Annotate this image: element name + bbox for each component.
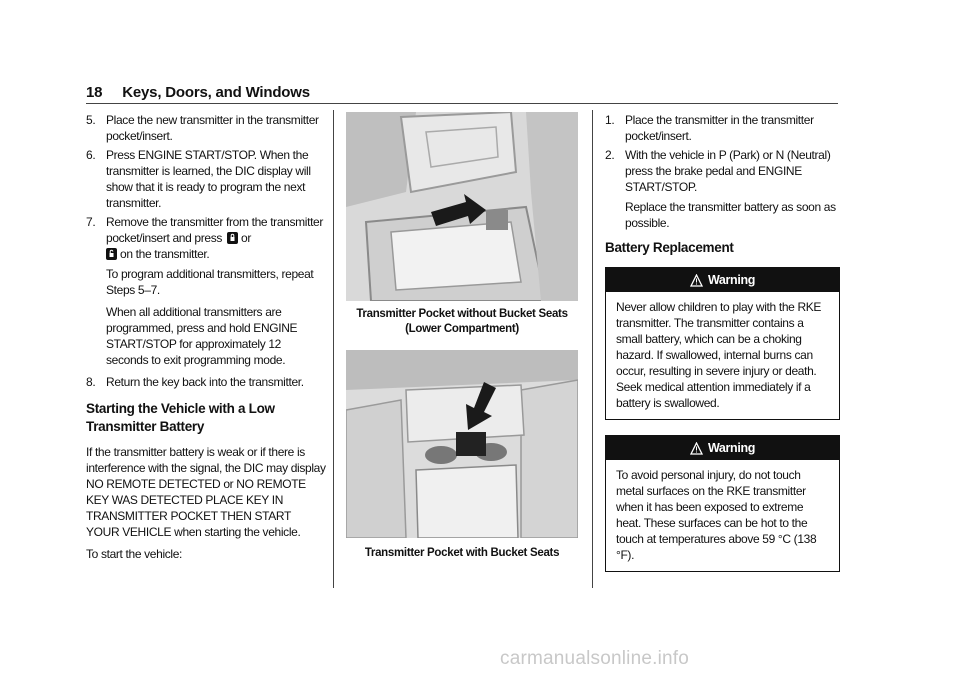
step-item: 5. Place the new transmitter in the transmitter pocket/insert. [86,113,319,143]
left-column [86,112,326,568]
step-item: 2. With the vehicle in P (Park) or N (Neutral) press the brake pedal and ENGINE START/STOP. Replace the transmitter battery as soon as possible. [605,147,840,231]
step-item: 7. Remove the transmitter from the transmitter pocket/insert and press or on the transmitter. To program additional transmitters, repeat Steps 5–7. When all additional transmitters are programmed, press and hold ENGINE START/STOP for approximately 12 seconds to exit programming mode. [86,214,326,368]
steps-list-left [86,112,326,390]
warning-triangle-icon [690,274,703,287]
section-heading: Starting the Vehicle with a Low Transmitter Battery [86,401,275,434]
column-divider-right [592,110,593,588]
warning-box-2 [605,435,840,572]
watermark: carmanualsonline.info [500,648,690,669]
step-note: When all additional transmitters are programmed, press and hold ENGINE START/STOP for approximately 12 seconds to exit programming mode. [106,305,298,367]
step-note: To program additional transmitters, repeat Steps 5–7. [106,267,314,297]
photo-caption-1: Transmitter Pocket without Bucket Seats (Lower Compartment) [356,308,568,335]
step-item: 6. Press ENGINE START/STOP. When the transmitter is learned, the DIC display will show that it is ready to program the next transmitter. [86,148,311,210]
step-item: 1. Place the transmitter in the transmitter pocket/insert. [605,113,814,143]
lock-key-icon [227,232,238,244]
step-item: 8. Return the key back into the transmitter. [86,375,304,389]
transmitter-pocket-photo-1 [346,112,578,301]
page-header [86,84,310,101]
warning-header: Warning [606,436,839,460]
section-title: Keys, Doors, and Windows [122,84,310,101]
body-paragraph: To start the vehicle: [86,547,183,561]
transmitter-pocket-photo-2 [346,350,578,538]
page-number: 18 [86,84,103,101]
body-paragraph: If the transmitter battery is weak or if there is interference with the signal, the DIC may display NO REMOTE DETECTED or NO REMOTE KEY WAS DETECTED PLACE KEY IN TRANSMITTER POCKET THEN START YOUR VEHICLE when starting the vehicle. [86,445,326,539]
bucket-seat-console-illustration [346,350,578,538]
section-heading: Battery Replacement [605,240,734,255]
header-rule [86,103,838,104]
warning-triangle-icon [690,442,703,455]
warning-box-1 [605,267,840,420]
right-column [605,112,840,572]
warning-text: Never allow children to play with the RKE transmitter. The transmitter contains a small battery, which can be a choking hazard. If swallowed, internal burns can occur, resulting in severe injury or death. Seek medical attention immediately if a battery is swallowed. [616,300,822,410]
steps-list-right [605,112,840,231]
warning-text: To avoid personal injury, do not touch metal surfaces on the RKE transmitter when it has been exposed to extreme heat. These surfaces can be hot to the touch at temperatures above 59 °C (138 °F). [616,468,817,562]
column-divider-left [333,110,334,588]
console-lid-illustration [346,112,578,301]
warning-header: Warning [606,268,839,292]
photo-caption-2: Transmitter Pocket with Bucket Seats [364,547,560,559]
step-note: Replace the transmitter battery as soon as possible. [625,200,836,230]
unlock-key-icon [106,248,117,260]
